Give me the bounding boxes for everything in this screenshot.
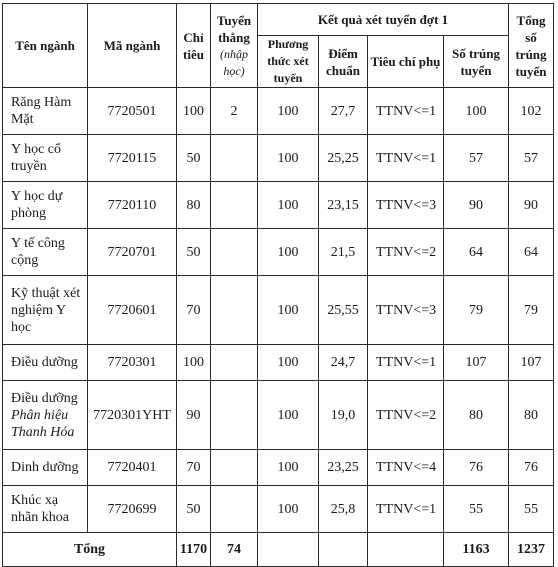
cell-diem-chuan: 25,55 xyxy=(319,276,368,345)
cell-tieu-chi-phu: TTNV<=2 xyxy=(368,381,444,450)
header-tieu-chi-phu: Tiêu chí phụ xyxy=(368,36,444,88)
cell-so-trung-tuyen: 107 xyxy=(444,345,509,381)
cell-diem-chuan: 25,8 xyxy=(319,486,368,533)
cell-ma-nganh: 7720501 xyxy=(88,88,177,135)
cell-ten-nganh xyxy=(3,345,88,381)
ten-nganh-label: Y tế công cộng xyxy=(11,236,65,268)
header-diem-chuan: Điểm chuẩn xyxy=(319,36,368,88)
ten-nganh-label: Răng Hàm Mặt xyxy=(11,95,72,127)
ten-nganh-label: Y học cổ truyền xyxy=(11,142,62,174)
cell-tong: 76 xyxy=(509,450,554,486)
total-chi-tieu: 1170 xyxy=(177,533,211,567)
cell-diem-chuan: 25,25 xyxy=(319,135,368,182)
cell-tuyen-thang xyxy=(211,345,258,381)
cell-tieu-chi-phu: TTNV<=4 xyxy=(368,450,444,486)
ten-nganh-label: Điều dưỡng xyxy=(11,390,78,406)
ten-nganh-label: Khúc xạ nhãn khoa xyxy=(11,493,69,525)
cell-tieu-chi-phu: TTNV<=3 xyxy=(368,276,444,345)
cell-phuong-thuc: 100 xyxy=(258,381,319,450)
cell-tieu-chi-phu: TTNV<=2 xyxy=(368,229,444,276)
header-tuyen-thang xyxy=(211,4,258,88)
cell-tong: 55 xyxy=(509,486,554,533)
total-tong: 1237 xyxy=(509,533,554,567)
cell-ten-nganh xyxy=(3,229,88,276)
cell-ma-nganh: 7720301YHT xyxy=(88,381,177,450)
cell-chi-tieu: 50 xyxy=(177,486,211,533)
total-label: Tổng xyxy=(3,533,177,567)
table-row xyxy=(3,135,554,182)
cell-diem-chuan: 23,25 xyxy=(319,450,368,486)
table-row xyxy=(3,450,554,486)
table-row xyxy=(3,229,554,276)
table-row xyxy=(3,182,554,229)
table-row xyxy=(3,486,554,533)
cell-chi-tieu: 70 xyxy=(177,450,211,486)
cell-ma-nganh: 7720110 xyxy=(88,182,177,229)
admission-results-table xyxy=(2,3,554,567)
cell-tieu-chi-phu: TTNV<=1 xyxy=(368,486,444,533)
header-chi-tieu: Chỉ tiêu xyxy=(177,4,211,88)
cell-phuong-thuc: 100 xyxy=(258,229,319,276)
cell-chi-tieu: 70 xyxy=(177,276,211,345)
cell-ten-nganh xyxy=(3,276,88,345)
cell-chi-tieu: 90 xyxy=(177,381,211,450)
cell-chi-tieu: 50 xyxy=(177,135,211,182)
total-so-trung: 1163 xyxy=(444,533,509,567)
cell-tong: 57 xyxy=(509,135,554,182)
cell-ten-nganh xyxy=(3,486,88,533)
ten-nganh-sublabel: Phân hiệu Thanh Hóa xyxy=(11,407,75,440)
cell-ten-nganh xyxy=(3,182,88,229)
cell-ma-nganh: 7720701 xyxy=(88,229,177,276)
table-row xyxy=(3,345,554,381)
cell-phuong-thuc: 100 xyxy=(258,135,319,182)
cell-chi-tieu: 50 xyxy=(177,229,211,276)
cell-tong: 79 xyxy=(509,276,554,345)
header-phuong-thuc: Phương thức xét tuyển xyxy=(258,36,319,88)
cell-tong: 80 xyxy=(509,381,554,450)
cell-so-trung-tuyen: 100 xyxy=(444,88,509,135)
header-tong-so: Tổng số trúng tuyển xyxy=(509,4,554,88)
cell-tong: 90 xyxy=(509,182,554,229)
cell-ma-nganh: 7720601 xyxy=(88,276,177,345)
cell-tong: 64 xyxy=(509,229,554,276)
cell-ma-nganh: 7720699 xyxy=(88,486,177,533)
cell-so-trung-tuyen: 55 xyxy=(444,486,509,533)
header-tuyen-thang-label: Tuyển thẳng xyxy=(216,12,252,45)
cell-tieu-chi-phu: TTNV<=3 xyxy=(368,182,444,229)
cell-phuong-thuc: 100 xyxy=(258,486,319,533)
cell-so-trung-tuyen: 90 xyxy=(444,182,509,229)
cell-so-trung-tuyen: 64 xyxy=(444,229,509,276)
cell-so-trung-tuyen: 79 xyxy=(444,276,509,345)
admission-results-table-wrapper xyxy=(2,3,554,567)
cell-ma-nganh: 7720401 xyxy=(88,450,177,486)
header-ma-nganh: Mã ngành xyxy=(88,4,177,88)
table-row xyxy=(3,381,554,450)
cell-so-trung-tuyen: 57 xyxy=(444,135,509,182)
cell-tieu-chi-phu: TTNV<=1 xyxy=(368,88,444,135)
cell-tieu-chi-phu: TTNV<=1 xyxy=(368,135,444,182)
cell-tuyen-thang: 2 xyxy=(211,88,258,135)
cell-tong: 107 xyxy=(509,345,554,381)
cell-phuong-thuc: 100 xyxy=(258,276,319,345)
cell-tuyen-thang xyxy=(211,381,258,450)
cell-diem-chuan: 19,0 xyxy=(319,381,368,450)
cell-diem-chuan: 21,5 xyxy=(319,229,368,276)
ten-nganh-label: Kỹ thuật xét nghiệm Y học xyxy=(11,285,81,335)
cell-ten-nganh xyxy=(3,135,88,182)
cell-phuong-thuc: 100 xyxy=(258,182,319,229)
cell-phuong-thuc: 100 xyxy=(258,450,319,486)
cell-chi-tieu: 100 xyxy=(177,88,211,135)
cell-ten-nganh xyxy=(3,450,88,486)
cell-tuyen-thang xyxy=(211,450,258,486)
cell-tong: 102 xyxy=(509,88,554,135)
ten-nganh-label: Y học dự phòng xyxy=(11,189,63,221)
cell-tuyen-thang xyxy=(211,229,258,276)
cell-ma-nganh: 7720115 xyxy=(88,135,177,182)
cell-tieu-chi-phu: TTNV<=1 xyxy=(368,345,444,381)
cell-ma-nganh: 7720301 xyxy=(88,345,177,381)
cell-chi-tieu: 80 xyxy=(177,182,211,229)
cell-phuong-thuc: 100 xyxy=(258,88,319,135)
cell-phuong-thuc: 100 xyxy=(258,345,319,381)
cell-diem-chuan: 23,15 xyxy=(319,182,368,229)
total-tuyen-thang: 74 xyxy=(211,533,258,567)
cell-tuyen-thang xyxy=(211,135,258,182)
cell-so-trung-tuyen: 76 xyxy=(444,450,509,486)
ten-nganh-label: Dinh dưỡng xyxy=(11,460,79,475)
cell-tuyen-thang xyxy=(211,276,258,345)
ten-nganh-label: Điều dưỡng xyxy=(11,355,78,370)
cell-tuyen-thang xyxy=(211,182,258,229)
cell-ten-nganh xyxy=(3,381,88,450)
cell-diem-chuan: 27,7 xyxy=(319,88,368,135)
header-ket-qua: Kết quả xét tuyển đợt 1 xyxy=(258,4,509,36)
cell-so-trung-tuyen: 80 xyxy=(444,381,509,450)
header-tuyen-thang-note: (nhập học) xyxy=(220,46,248,78)
table-row xyxy=(3,276,554,345)
header-so-trung-tuyen: Số trúng tuyển xyxy=(444,36,509,88)
header-ten-nganh: Tên ngành xyxy=(3,4,88,88)
table-row xyxy=(3,88,554,135)
cell-ten-nganh xyxy=(3,88,88,135)
cell-tuyen-thang xyxy=(211,486,258,533)
cell-diem-chuan: 24,7 xyxy=(319,345,368,381)
cell-chi-tieu: 100 xyxy=(177,345,211,381)
table-body xyxy=(3,88,554,533)
